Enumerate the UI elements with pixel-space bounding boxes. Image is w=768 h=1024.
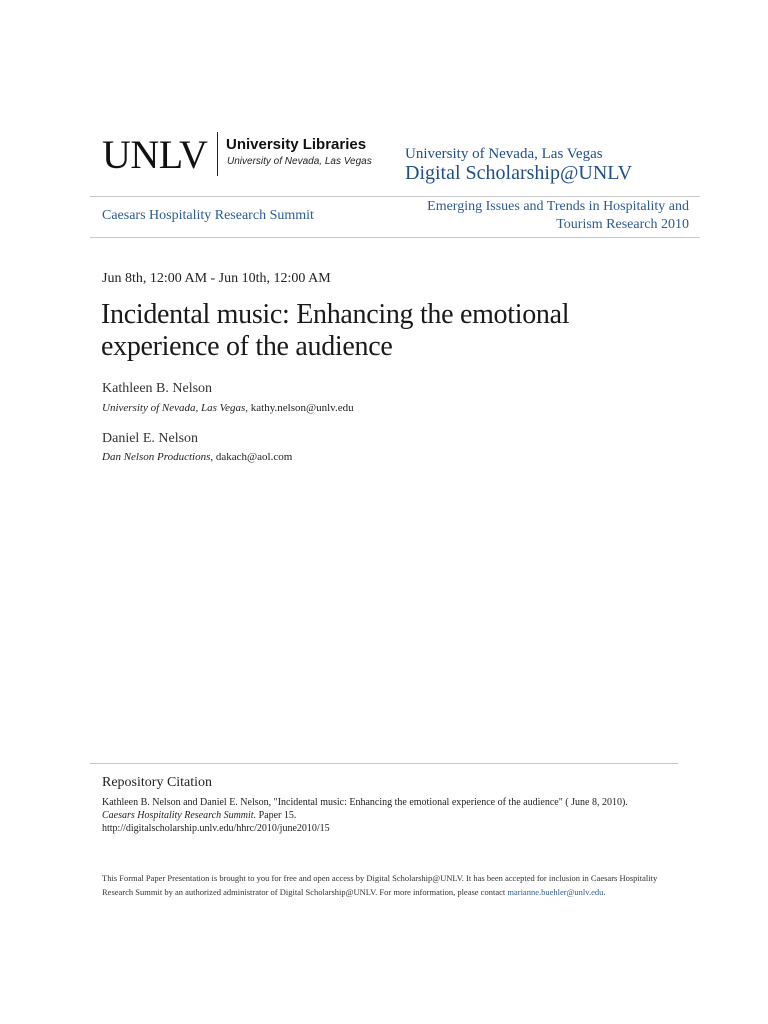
libraries-label: University Libraries bbox=[226, 136, 367, 153]
logo-divider bbox=[217, 132, 218, 176]
access-note-end: . bbox=[603, 887, 606, 897]
author-affiliation bbox=[102, 401, 354, 415]
citation-text bbox=[102, 796, 692, 835]
university-name-link[interactable]: University of Nevada, Las Vegas bbox=[405, 146, 603, 162]
libraries-subtitle: University of Nevada, Las Vegas bbox=[227, 156, 372, 167]
unlv-logo: UNLV bbox=[102, 132, 208, 177]
citation-paper-number: Paper 15. bbox=[256, 810, 297, 821]
author-name: Kathleen B. Nelson bbox=[102, 381, 213, 396]
citation-heading: Repository Citation bbox=[102, 775, 213, 790]
series-link[interactable]: Caesars Hospitality Research Summit bbox=[102, 208, 314, 223]
contact-email-link[interactable]: marianne.buehler@unlv.edu bbox=[507, 887, 604, 897]
event-dates: Jun 8th, 12:00 AM - Jun 10th, 12:00 AM bbox=[102, 271, 331, 286]
author-institution: University of Nevada, Las Vegas bbox=[102, 402, 246, 414]
divider-middle bbox=[90, 237, 700, 238]
repository-name-link[interactable]: Digital Scholarship@UNLV bbox=[405, 162, 633, 184]
author-institution: Dan Nelson Productions bbox=[102, 451, 211, 463]
author-email[interactable]: , kathy.nelson@unlv.edu bbox=[245, 402, 354, 414]
collection-link[interactable]: Emerging Issues and Trends in Hospitality and Tourism Research 2010 bbox=[427, 199, 689, 232]
divider-citation bbox=[90, 763, 678, 764]
citation-line: Kathleen B. Nelson and Daniel E. Nelson, "Incidental music: Enhancing the emotional experience of the audience" ( June 8, 2010). bbox=[102, 797, 628, 808]
author-email[interactable]: , dakach@aol.com bbox=[210, 451, 293, 463]
divider-top bbox=[90, 196, 700, 197]
access-note-text: This Formal Paper Presentation is brought to you for free and open access by Digital Scholarship@UNLV. It has been accepted for inclusion in Caesars Hospitality Research Summit by an authorized administrator of Digital Scholarship@UNLV. For more information, please contact bbox=[102, 873, 658, 897]
citation-url[interactable]: http://digitalscholarship.unlv.edu/hhrc/2010/june2010/15 bbox=[102, 823, 330, 834]
access-note bbox=[102, 871, 682, 899]
paper-title: Incidental music: Enhancing the emotional experience of the audience bbox=[101, 299, 570, 362]
author-name: Daniel E. Nelson bbox=[102, 431, 199, 446]
citation-series: Caesars Hospitality Research Summit. bbox=[102, 810, 257, 821]
author-affiliation bbox=[102, 450, 292, 464]
